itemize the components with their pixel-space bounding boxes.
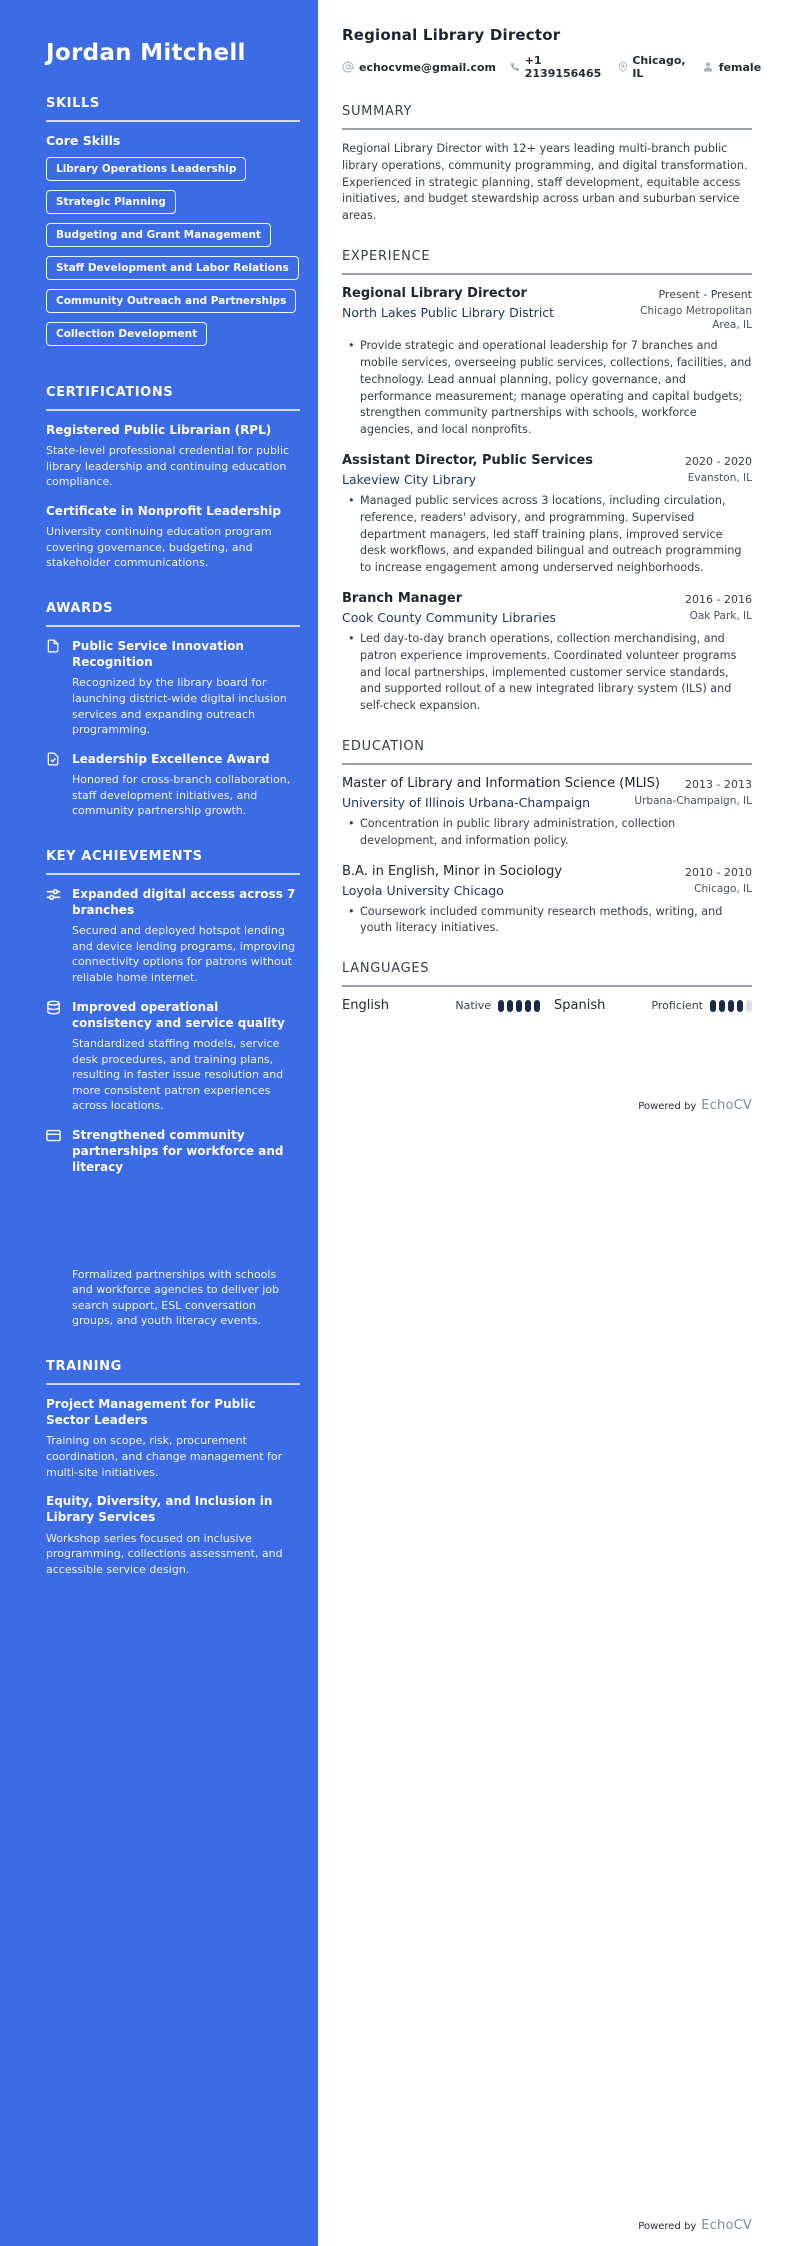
training-title: Project Management for Public Sector Leaders: [46, 1397, 256, 1428]
award-description: Recognized by the library board for launching district-wide digital inclusion services and expanding outreach programming.: [72, 676, 287, 737]
database-icon: [46, 999, 72, 1114]
company-name: North Lakes Public Library District: [342, 304, 555, 320]
training-header: TRAINING: [46, 1359, 122, 1375]
award-item: [46, 751, 300, 819]
job-title: Assistant Director, Public Services: [342, 453, 594, 469]
awards-section: [46, 601, 300, 819]
section-divider: [46, 120, 300, 122]
section-divider: [46, 873, 300, 875]
section-divider: [342, 273, 752, 275]
level-dot-filled: [710, 1000, 716, 1012]
language-item: [554, 998, 752, 1013]
section-divider: [342, 128, 752, 130]
education-dates: 2010 - 2010: [685, 865, 752, 879]
at-sign-icon: [342, 61, 354, 73]
company-name: Cook County Community Libraries: [342, 610, 557, 626]
job-location: Oak Park, IL: [689, 610, 752, 623]
contact-location: [618, 54, 688, 80]
training-section: [46, 1359, 300, 1577]
skill-chip: Community Outreach and Partnerships: [46, 289, 296, 313]
language-name: Spanish: [554, 998, 606, 1014]
language-name: English: [342, 998, 389, 1014]
level-dot-filled: [525, 1000, 531, 1012]
job-title: Regional Library Director: [342, 285, 527, 301]
summary-section: [342, 104, 752, 225]
training-description: Training on scope, risk, procurement coordination, and change management for multi-site initiatives.: [46, 1434, 283, 1479]
skills-header: SKILLS: [46, 96, 100, 111]
awards-header: AWARDS: [46, 601, 114, 617]
email-text: echocvme@gmail.com: [359, 60, 497, 74]
award-title: Leadership Excellence Award: [72, 751, 270, 766]
job-title: Branch Manager: [342, 591, 463, 607]
company-name: Lakeview City Library: [342, 472, 477, 488]
achievement-item: [46, 1127, 300, 1329]
language-level-dots: [710, 1000, 752, 1012]
job-location: Evanston, IL: [687, 472, 752, 485]
section-divider: [46, 1383, 300, 1385]
award-description: Honored for cross-branch collaboration, staff development initiatives, and community partnership growth.: [72, 773, 291, 818]
school-name: Loyola University Chicago: [342, 882, 504, 898]
education-section: [342, 739, 752, 937]
section-divider: [342, 985, 752, 987]
experience-entry: [342, 286, 752, 439]
summary-header: SUMMARY: [342, 104, 413, 119]
page1-footer: [638, 1098, 752, 1113]
map-pin-icon: [618, 61, 628, 73]
sidebar: [0, 0, 318, 2246]
powered-by-label: Powered by: [638, 2221, 697, 2232]
certification-title: Certificate in Nonprofit Leadership: [46, 504, 282, 519]
language-item: [342, 998, 540, 1013]
contact-phone: [510, 54, 604, 80]
education-bullet: • Concentration in public library administration, collection development, and information policy.: [348, 816, 752, 850]
training-title: Equity, Diversity, and Inclusion in Library Services: [46, 1494, 273, 1525]
achievement-item: [46, 999, 300, 1114]
training-description: Workshop series focused on inclusive programming, collections assessment, and accessible service design.: [46, 1531, 283, 1576]
level-dot-empty: [746, 1000, 752, 1012]
achievement-title: Strengthened community partnerships for workforce and literacy: [72, 1128, 284, 1175]
skill-chip: Collection Development: [46, 322, 207, 346]
skills-section: [46, 96, 300, 355]
echocv-brand-link[interactable]: EchoCV: [701, 2218, 752, 2233]
certifications-header: CERTIFICATIONS: [46, 385, 174, 400]
section-divider: [46, 625, 300, 627]
job-location: Chicago Metropolitan Area, IL: [640, 304, 752, 331]
document-icon: [46, 638, 72, 738]
training-item: [46, 1493, 300, 1577]
experience-entry: [342, 453, 752, 577]
location-text: Chicago, IL: [632, 54, 686, 80]
language-row: [342, 998, 752, 1013]
contact-row: [342, 54, 762, 80]
certification-title: Registered Public Librarian (RPL): [46, 423, 272, 437]
education-bullet: • Coursework included community research methods, writing, and youth literacy initiatives.: [348, 904, 752, 938]
job-dates: 2020 - 2020: [685, 455, 752, 469]
contact-email: [342, 61, 496, 74]
section-divider: [46, 409, 300, 411]
person-icon: [702, 61, 714, 73]
experience-header: EXPERIENCE: [342, 248, 431, 264]
page2-footer: [638, 2218, 752, 2233]
award-title: Public Service Innovation Recognition: [72, 639, 244, 670]
skill-chip: Strategic Planning: [46, 190, 176, 214]
candidate-name: Jordan Mitchell: [46, 40, 246, 66]
achievement-title: Improved operational consistency and service quality: [72, 999, 285, 1030]
sliders-icon: [46, 886, 72, 986]
achievement-description: Formalized partnerships with schools and workforce agencies to deliver job search support, ESL conversation groups, and youth literacy events.: [72, 1267, 280, 1328]
summary-text: Regional Library Director with 12+ years leading multi-branch public library operations, community programming, and digital transformation. Experienced in strategic planning, staff development, equitable access initiatives, and budget stewardship across urban and suburban service areas.: [342, 142, 748, 223]
language-level-dots: [498, 1000, 540, 1012]
section-divider: [342, 763, 752, 765]
level-dot-filled: [516, 1000, 522, 1012]
achievement-description: Secured and deployed hotspot lending and device lending programs, improving connectivity options for patrons without reliable home internet.: [72, 924, 296, 985]
education-entry: [342, 776, 752, 850]
certification-item: [46, 503, 300, 571]
achievement-description: Standardized staffing models, service desk procedures, and training plans, resulting in faster issue resolution and more consistent patron experiences across locations.: [72, 1037, 284, 1113]
level-dot-filled: [728, 1000, 734, 1012]
languages-header: LANGUAGES: [342, 961, 430, 977]
level-dot-filled: [498, 1000, 504, 1012]
job-dates: Present - Present: [658, 287, 752, 301]
key-achievements-section: [46, 849, 300, 1329]
level-dot-filled: [507, 1000, 513, 1012]
skill-chip: Library Operations Leadership: [46, 157, 246, 181]
skill-chip: Staff Development and Labor Relations: [46, 256, 299, 280]
experience-section: [342, 249, 752, 715]
contact-gender: [702, 61, 761, 74]
level-dot-filled: [534, 1000, 540, 1012]
gender-text: female: [718, 60, 762, 74]
school-name: University of Illinois Urbana-Champaign: [342, 795, 591, 811]
training-item: [46, 1396, 300, 1480]
languages-section: [342, 961, 752, 1013]
certifications-section: [46, 385, 300, 571]
level-dot-filled: [719, 1000, 725, 1012]
skill-chip: Budgeting and Grant Management: [46, 223, 271, 247]
document-check-icon: [46, 751, 72, 819]
school-location: Urbana-Champaign, IL: [634, 795, 752, 808]
job-bullet: • Managed public services across 3 locations, including circulation, reference, readers' advisory, and programming. Supervised department managers, led staff training plans, improved service desk workflows, and expanded bilingual and outreach programming to increase engagement among underserved neighborhoods.: [348, 493, 752, 577]
level-dot-filled: [737, 1000, 743, 1012]
language-level: Native: [455, 999, 491, 1013]
certification-description: University continuing education program covering governance, budgeting, and stakeholder communications.: [46, 525, 272, 570]
certification-item: [46, 422, 300, 490]
skills-group-label: Core Skills: [46, 133, 121, 148]
education-dates: 2013 - 2013: [685, 778, 752, 792]
achievement-title: Expanded digital access across 7 branches: [72, 886, 296, 918]
education-header: EDUCATION: [342, 739, 425, 755]
school-location: Chicago, IL: [694, 882, 752, 895]
credit-card-icon: [46, 1127, 72, 1329]
echocv-brand-link[interactable]: EchoCV: [701, 1098, 752, 1113]
language-level: Proficient: [651, 999, 703, 1013]
award-item: [46, 638, 300, 738]
achievement-item: [46, 886, 300, 986]
education-entry: [342, 864, 752, 938]
phone-text: +1 2139156465: [524, 54, 602, 80]
main-content: [318, 0, 794, 1013]
degree-title: Master of Library and Information Science (MLIS): [342, 776, 660, 792]
powered-by-label: Powered by: [638, 1101, 697, 1112]
skills-chip-list: [46, 157, 300, 355]
page-break-gap: [72, 1176, 300, 1262]
job-dates: 2016 - 2016: [685, 593, 752, 607]
job-bullet: • Led day-to-day branch operations, collection merchandising, and patron experience improvements. Coordinated volunteer programs and local partnerships, implemented customer service standards, and supported rollout of a new integrated library system (ILS) and self-check expansion.: [348, 631, 752, 715]
experience-entry: [342, 591, 752, 715]
phone-icon: [510, 61, 520, 73]
page-title: Regional Library Director: [342, 26, 561, 44]
job-bullet: • Provide strategic and operational leadership for 7 branches and mobile services, overseeing public services, collections, facilities, and technology. Lead annual planning, policy governance, and performance measurement; manage operating and capital budgets; strengthen community partnerships with schools, workforce agencies, and local nonprofits.: [348, 338, 752, 439]
certification-description: State-level professional credential for public library leadership and continuing education compliance.: [46, 444, 290, 489]
degree-title: B.A. in English, Minor in Sociology: [342, 863, 563, 879]
key-achievements-header: KEY ACHIEVEMENTS: [46, 848, 203, 864]
